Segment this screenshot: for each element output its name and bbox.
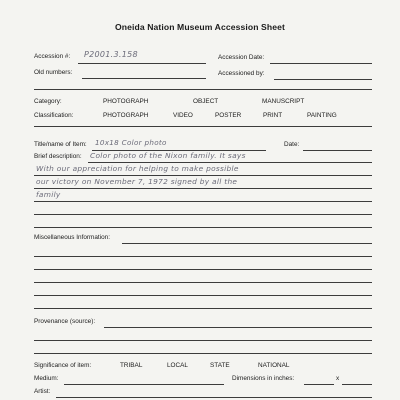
artist-label: Artist: (34, 388, 51, 395)
medium-label: Medium: (34, 375, 59, 382)
significance-label: Significance of item: (34, 362, 92, 369)
classification-option-photograph[interactable]: PHOTOGRAPH (103, 112, 149, 119)
dimensions-width-line[interactable] (304, 384, 334, 385)
accession-date-line[interactable] (270, 63, 372, 64)
dimensions-x-label: x (336, 375, 340, 382)
divider-top (34, 89, 372, 90)
dimensions-label: Dimensions in inches: (232, 375, 295, 382)
item-title-value[interactable]: 10x18 Color photo (95, 138, 167, 147)
classification-label: Classification: (34, 112, 74, 119)
description-text-1[interactable]: Color photo of the Nixon family. It says (90, 151, 246, 160)
significance-option-national[interactable]: NATIONAL (258, 362, 290, 369)
misc-line-4[interactable] (34, 282, 372, 283)
misc-line-3[interactable] (34, 269, 372, 270)
item-date-line[interactable] (303, 150, 372, 151)
description-line-1 (88, 162, 372, 163)
divider-mid (34, 126, 372, 127)
classification-option-poster[interactable]: POSTER (215, 112, 242, 119)
significance-option-state[interactable]: STATE (210, 362, 230, 369)
misc-line-5[interactable] (34, 295, 372, 296)
description-text-4[interactable]: family (36, 190, 61, 199)
classification-option-print[interactable]: PRINT (263, 112, 283, 119)
provenance-line-1[interactable] (104, 327, 372, 328)
misc-line-6[interactable] (34, 308, 372, 309)
accessioned-by-line[interactable] (274, 79, 372, 80)
category-option-photograph[interactable]: PHOTOGRAPH (103, 98, 149, 105)
description-line-6[interactable] (34, 227, 372, 228)
item-date-label: Date: (284, 141, 300, 148)
description-text-2[interactable]: With our appreciation for helping to make possible (36, 164, 239, 173)
description-line-4 (34, 201, 372, 202)
artist-line[interactable] (56, 397, 372, 398)
dimensions-height-line[interactable] (342, 384, 372, 385)
old-numbers-label: Old numbers: (34, 69, 73, 76)
description-text-3[interactable]: our victory on November 7, 1972 signed by all the (36, 177, 238, 186)
item-title-label: Title/name of Item: (34, 141, 87, 148)
misc-line-2[interactable] (34, 256, 372, 257)
classification-option-painting[interactable]: PAINTING (307, 112, 337, 119)
significance-option-local[interactable]: LOCAL (167, 362, 188, 369)
category-label: Category: (34, 98, 62, 105)
provenance-label: Provenance (source): (34, 318, 96, 325)
category-option-object[interactable]: OBJECT (193, 98, 219, 105)
provenance-line-3[interactable] (34, 353, 372, 354)
accession-date-label: Accession Date: (218, 54, 265, 61)
description-line-3 (34, 188, 372, 189)
sheet-title: Oneida Nation Museum Accession Sheet (115, 22, 285, 32)
medium-line[interactable] (64, 384, 224, 385)
provenance-line-2[interactable] (34, 340, 372, 341)
category-option-manuscript[interactable]: MANUSCRIPT (262, 98, 305, 105)
misc-info-label: Miscellaneous Information: (34, 234, 111, 241)
accession-number-value[interactable]: P2001.3.158 (84, 50, 138, 59)
description-line-2 (34, 175, 372, 176)
significance-option-tribal[interactable]: TRIBAL (120, 362, 143, 369)
accession-number-label: Accession #: (34, 53, 71, 60)
old-numbers-line[interactable] (82, 78, 206, 79)
description-label: Brief description: (34, 153, 82, 160)
accession-number-line (78, 63, 206, 64)
classification-option-video[interactable]: VIDEO (173, 112, 193, 119)
accessioned-by-label: Accessioned by: (218, 70, 265, 77)
description-line-5[interactable] (34, 214, 372, 215)
misc-line-1[interactable] (122, 243, 372, 244)
